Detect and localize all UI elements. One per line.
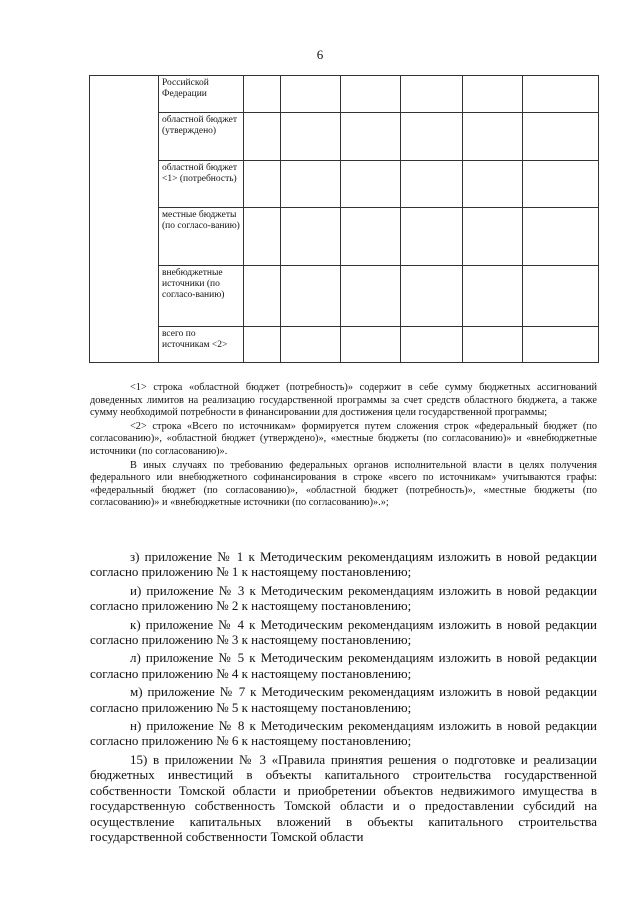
value-cell [281,76,341,113]
footnote-2: <2> строка «Всего по источникам» формируется путем сложения строк «федеральный бюджет (по согласованию)», «областной бюджет (утверждено)», «местные бюджеты (по согласованию)» и «внебюджетные источники (по согласованию)». [90,420,597,457]
table-row [90,266,599,327]
value-cell [244,113,281,161]
row-label: внебюджетные источники (по согласо-ванию) [159,266,244,327]
amendment-item-15: 15) в приложении № 3 «Правила принятия решения о подготовке и реализации бюджетных инвестиций в объекты капитального строительства государственной собственности Томской области и приобретении объектов недвижимого имущества в государственную собственность Томской области и о предоставлении субсидий на осуществление капитальных вложений в объекты капитального строительства государственной собственности Томской области [90,751,597,844]
table-row [90,113,599,161]
value-cell [523,161,599,208]
table-row [90,76,599,113]
table-row [90,327,599,363]
row-label: местные бюджеты (по согласо-ванию) [159,208,244,266]
value-cell [341,208,401,266]
value-cell [341,113,401,161]
value-cell [401,113,463,161]
footnote-1: <1> строка «областной бюджет (потребность)» содержит в себе сумму бюджетных ассигнований доведенных лимитов на реализацию государственной программы за счет средств областного бюджета, а также сумму необходимой потребности в финансировании для достижения цели государственной программы; [90,382,597,419]
value-cell [401,208,463,266]
amendment-item: и) приложение № 3 к Методическим рекомендациям изложить в новой редакции согласно приложению № 2 к настоящему постановлению; [90,582,597,614]
value-cell [463,266,523,327]
value-cell [523,266,599,327]
value-cell [244,76,281,113]
row-label: Российской Федерации [159,76,244,113]
value-cell [401,76,463,113]
value-cell [341,327,401,363]
table-row [90,161,599,208]
value-cell [401,266,463,327]
row-label: всего по источникам <2> [159,327,244,363]
value-cell [281,161,341,208]
value-cell [341,161,401,208]
value-cell [281,208,341,266]
table-row [90,208,599,266]
value-cell [244,327,281,363]
value-cell [463,161,523,208]
value-cell [463,208,523,266]
funding-sources-table [89,75,599,363]
footnote-other-cases: В иных случаях по требованию федеральных органов исполнительной власти в целях получения федерального или внебюджетного софинансирования в строке «всего по источникам» учитываются графы: «федеральный бюджет (по согласованию)», «областной бюджет (потребность)», «местные бюджеты (по согласованию)» и «внебюджетные источники (по согласованию)».»; [90,459,597,509]
value-cell [401,327,463,363]
value-cell [341,266,401,327]
value-cell [463,327,523,363]
value-cell [281,113,341,161]
value-cell [281,327,341,363]
amendment-item: з) приложение № 1 к Методическим рекомендациям изложить в новой редакции согласно приложению № 1 к настоящему постановлению; [90,549,597,580]
amendment-item: л) приложение № 5 к Методическим рекомендациям изложить в новой редакции согласно приложению № 4 к настоящему постановлению; [90,650,597,681]
page-number: 6 [316,47,324,62]
value-cell [244,208,281,266]
amendment-item: м) приложение № 7 к Методическим рекомендациям изложить в новой редакции согласно приложению № 5 к настоящему постановлению; [90,684,597,715]
value-cell [463,76,523,113]
value-cell [341,76,401,113]
amendment-item: н) приложение № 8 к Методическим рекомендациям изложить в новой редакции согласно приложению № 6 к настоящему постановлению; [90,718,597,749]
amendments-list [90,549,597,844]
value-cell [523,113,599,161]
value-cell [463,113,523,161]
amendment-item: к) приложение № 4 к Методическим рекомендациям изложить в новой редакции согласно приложению № 3 к настоящему постановлению; [90,616,597,648]
value-cell [523,76,599,113]
value-cell [523,208,599,266]
table-footnotes [90,382,597,511]
value-cell [281,266,341,327]
value-cell [523,327,599,363]
value-cell [401,161,463,208]
value-cell [244,161,281,208]
row-label: областной бюджет <1> (потребность) [159,161,244,208]
row-label: областной бюджет (утверждено) [159,113,244,161]
merged-first-column-cell [90,76,159,363]
value-cell [244,266,281,327]
